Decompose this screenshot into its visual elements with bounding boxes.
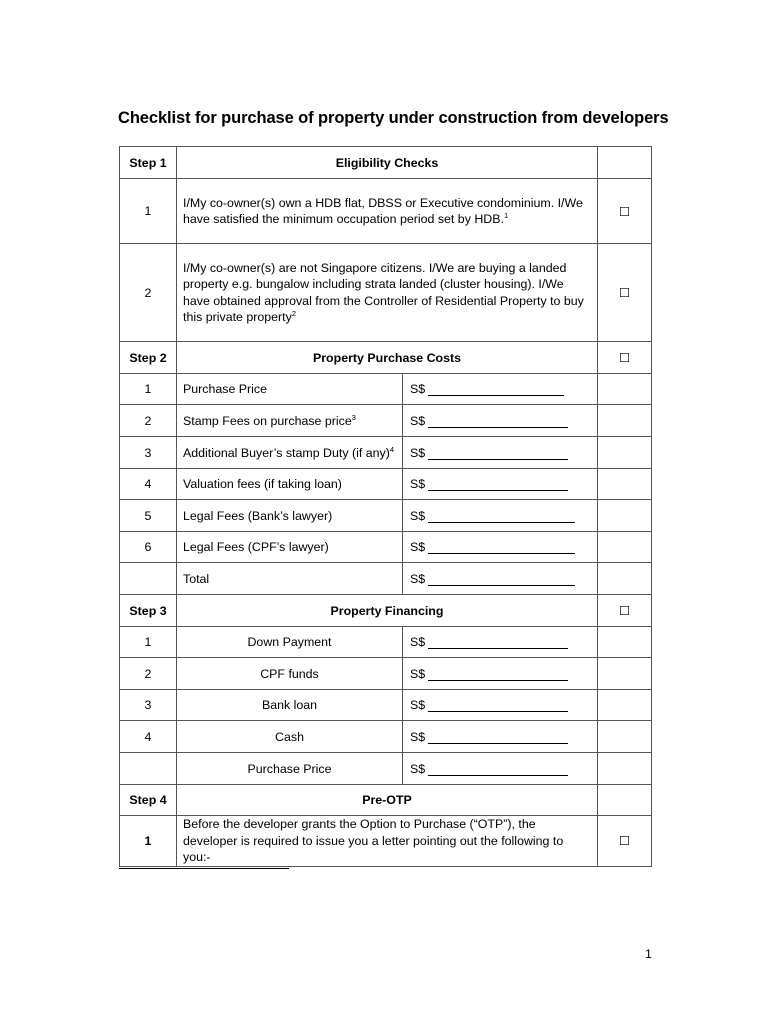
checkbox-cell[interactable] <box>598 816 652 867</box>
item-text: I/My co-owner(s) own a HDB flat, DBSS or Executive condominium. I/We have satisfied the minimum occupation period set by HDB. <box>183 195 583 226</box>
total-amount-field[interactable]: S$ <box>403 563 598 595</box>
table-row <box>120 816 652 867</box>
step3-heading: Property Financing <box>177 595 598 627</box>
total-label: Purchase Price <box>177 753 403 785</box>
step4-heading: Pre-OTP <box>177 785 598 816</box>
table-row <box>120 374 652 405</box>
step4-header-row <box>120 785 652 816</box>
total-row <box>120 563 652 595</box>
amount-field[interactable]: S$ <box>403 374 598 405</box>
table-row <box>120 690 652 721</box>
amount-field[interactable]: S$ <box>403 721 598 753</box>
checkbox-icon[interactable]: ☐ <box>618 286 631 300</box>
step3-header-row <box>120 595 652 627</box>
item-number: 2 <box>120 658 177 690</box>
cost-label: Additional Buyer’s stamp Duty (if any)$^4$ <box>177 437 403 469</box>
total-row <box>120 753 652 785</box>
step4-label: Step 4 <box>120 785 177 816</box>
amount-field[interactable]: S$ <box>403 437 598 469</box>
financing-label: Bank loan <box>177 690 403 721</box>
total-label: Total <box>177 563 403 595</box>
page-number: 1 <box>645 947 652 961</box>
amount-field[interactable]: S$ <box>403 405 598 437</box>
table-row <box>120 658 652 690</box>
step3-label: Step 3 <box>120 595 177 627</box>
item-number: 2 <box>120 244 177 342</box>
item-number: 4 <box>120 721 177 753</box>
checkbox-cell[interactable] <box>598 179 652 244</box>
item-number: 5 <box>120 500 177 532</box>
document-title: Checklist for purchase of property under construction from developers <box>118 109 669 127</box>
item-text: I/My co-owner(s) are not Singapore citizens. I/We are buying a landed property e.g. bungalow including strata landed (cluster housing). I/We have obtained approval from the Controller of Residential Property to buy this private property <box>183 260 584 324</box>
table-row <box>120 405 652 437</box>
table-row <box>120 627 652 658</box>
total-amount-field[interactable]: S$ <box>403 753 598 785</box>
checkbox-icon[interactable]: ☐ <box>618 351 631 365</box>
amount-field[interactable]: S$ <box>403 532 598 563</box>
item-number: 1 <box>120 627 177 658</box>
item-number: 3 <box>120 690 177 721</box>
step2-label: Step 2 <box>120 342 177 374</box>
table-row <box>120 179 652 244</box>
footnote-divider <box>119 868 289 869</box>
eligibility-item-2 <box>177 244 598 342</box>
checkbox-cell[interactable] <box>598 244 652 342</box>
checklist-table <box>119 146 652 867</box>
step1-heading: Eligibility Checks <box>177 147 598 179</box>
item-number: 3 <box>120 437 177 469</box>
cost-label: Legal Fees (CPF’s lawyer) <box>177 532 403 563</box>
item-number: 6 <box>120 532 177 563</box>
financing-label: CPF funds <box>177 658 403 690</box>
checkbox-cell[interactable] <box>598 342 652 374</box>
financing-label: Cash <box>177 721 403 753</box>
item-number: 1 <box>120 179 177 244</box>
amount-field[interactable]: S$ <box>403 658 598 690</box>
table-row <box>120 532 652 563</box>
financing-label: Down Payment <box>177 627 403 658</box>
table-row <box>120 244 652 342</box>
amount-field[interactable]: S$ <box>403 469 598 500</box>
table-row <box>120 721 652 753</box>
step1-label: Step 1 <box>120 147 177 179</box>
footnote-ref: 2 <box>291 308 296 318</box>
table-row <box>120 437 652 469</box>
table-row <box>120 500 652 532</box>
footnote-ref: 1 <box>503 210 509 220</box>
cost-label: Purchase Price <box>177 374 403 405</box>
cost-label: Legal Fees (Bank’s lawyer) <box>177 500 403 532</box>
amount-field[interactable]: S$ <box>403 500 598 532</box>
item-number: 1 <box>120 816 177 867</box>
eligibility-item-1 <box>177 179 598 244</box>
table-row <box>120 469 652 500</box>
pre-otp-item-1 <box>177 816 598 867</box>
step2-heading: Property Purchase Costs <box>177 342 598 374</box>
item-number: 1 <box>120 374 177 405</box>
item-text: Before the developer grants the Option to Purchase (“OTP”), the developer is required to issue you a letter pointing out the following to you:- <box>183 817 564 864</box>
checkbox-icon[interactable]: ☐ <box>618 204 631 219</box>
step1-header-row <box>120 147 652 179</box>
item-number: 4 <box>120 469 177 500</box>
cost-label: Stamp Fees on purchase price$^3$ <box>177 405 403 437</box>
checkbox-cell[interactable] <box>598 595 652 627</box>
step2-header-row <box>120 342 652 374</box>
amount-field[interactable]: S$ <box>403 627 598 658</box>
amount-field[interactable]: S$ <box>403 690 598 721</box>
cost-label: Valuation fees (if taking loan) <box>177 469 403 500</box>
item-number: 2 <box>120 405 177 437</box>
checkbox-icon[interactable]: ☐ <box>618 834 631 849</box>
checkbox-icon[interactable]: ☐ <box>618 604 631 618</box>
